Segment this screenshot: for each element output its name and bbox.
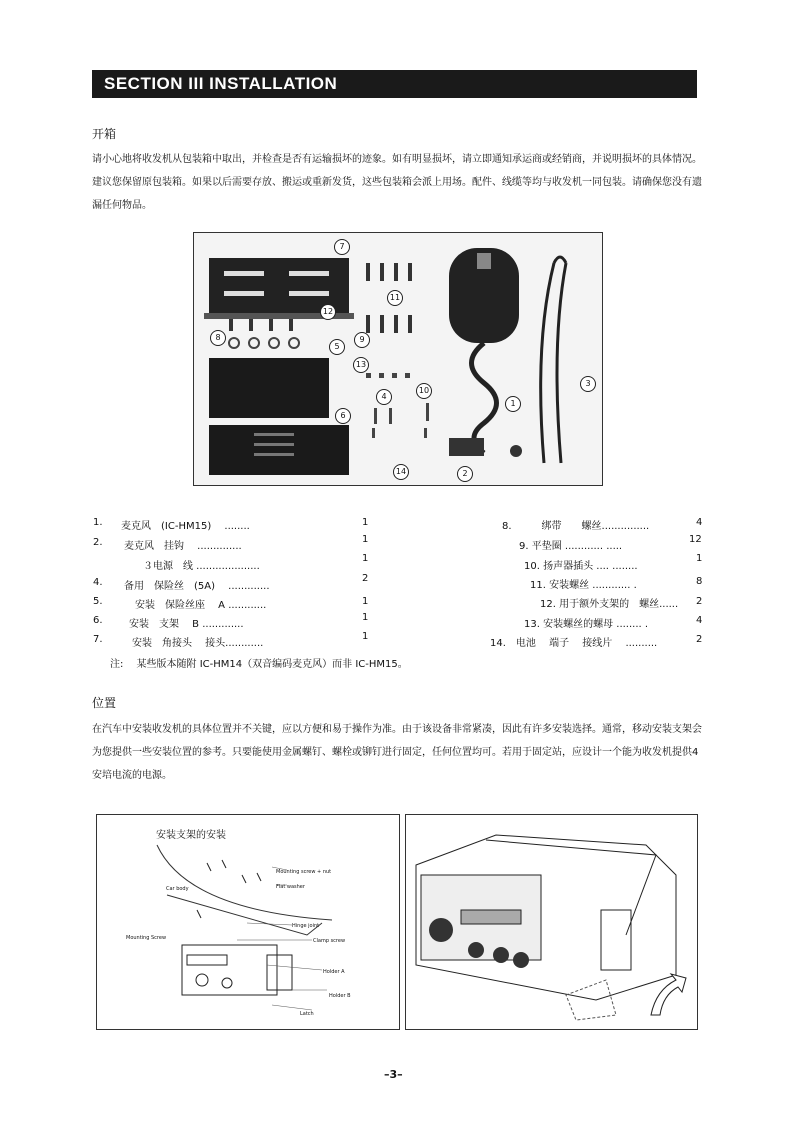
parts-right-qty: 4 bbox=[696, 615, 703, 626]
unpacking-heading: 开箱 bbox=[92, 127, 117, 141]
parts-note: 注: 某些版本随附 IC-HM14（双音编码麦克风）而非 IC-HM15。 bbox=[110, 659, 408, 670]
section-banner bbox=[92, 70, 697, 98]
callout-9: 9 bbox=[354, 332, 370, 348]
parts-left-no: 2. bbox=[93, 537, 103, 548]
parts-right-name: 10. 扬声器插头 .... ........ bbox=[524, 561, 638, 572]
callout-11: 11 bbox=[387, 290, 403, 306]
parts-left-name: 安装 角接头 接头............ bbox=[132, 638, 264, 649]
callout-1: 1 bbox=[505, 396, 521, 412]
label-holder-b: Holder B bbox=[329, 993, 351, 999]
parts-left-name: 备用 保险丝 (5A) ............. bbox=[124, 581, 270, 592]
callout-4: 4 bbox=[376, 389, 392, 405]
parts-left-name: 麦克风 (IC-HM15) ........ bbox=[121, 521, 250, 532]
callout-2: 2 bbox=[457, 466, 473, 482]
label-holder-a: Holder A bbox=[323, 969, 345, 975]
callout-14: 14 bbox=[393, 464, 409, 480]
parts-right-qty: 12 bbox=[689, 534, 702, 545]
parts-left-qty: 1 bbox=[362, 517, 369, 528]
callout-5: 5 bbox=[329, 339, 345, 355]
parts-left-name: 安装 支架 B ............. bbox=[129, 619, 244, 630]
callout-3: 3 bbox=[580, 376, 596, 392]
parts-right-qty: 8 bbox=[696, 576, 703, 587]
parts-left-qty: 2 bbox=[362, 573, 369, 584]
parts-right-name: 8. 绑带 螺丝............... bbox=[502, 521, 650, 532]
label-latch: Latch bbox=[300, 1011, 314, 1017]
parts-left-no: 6. bbox=[93, 615, 103, 626]
callout-10: 10 bbox=[416, 383, 432, 399]
bracket-drawing bbox=[97, 815, 399, 1029]
parts-left-qty: 1 bbox=[362, 553, 369, 564]
parts-right-name: 11. 安装螺丝 ............ . bbox=[530, 580, 637, 591]
parts-right-name: 12. 用于额外支架的 螺丝...... bbox=[540, 599, 679, 610]
parts-right-qty: 4 bbox=[696, 517, 703, 528]
parts-right-qty: 1 bbox=[696, 553, 703, 564]
mounted-radio-diagram bbox=[405, 814, 698, 1030]
parts-left-qty: 1 bbox=[362, 596, 369, 607]
callout-8: 8 bbox=[210, 330, 226, 346]
mounted-radio-drawing bbox=[406, 815, 697, 1029]
label-mounting-screw-nut: Mounting screw + nut bbox=[276, 869, 332, 875]
label-car-body: Car body bbox=[166, 886, 189, 892]
diagram-title: 安装支架的安装 bbox=[156, 830, 226, 841]
callout-6: 6 bbox=[335, 408, 351, 424]
unpacking-paragraph: 请小心地将收发机从包装箱中取出，并检查是否有运输损坏的迹象。如有明显损坏，请立即通知承运商或经销商，并说明损坏的具体情况。建议您保留原包装箱。如果以后需要存放、搬运或重新发货，这些包装箱会派上用场。配件、线缆等均与收发机一同包装。请确保您没有遗漏任何物品。 bbox=[92, 154, 702, 211]
callout-13: 13 bbox=[353, 357, 369, 373]
label-mounting-screw: Mounting Screw bbox=[126, 935, 167, 941]
location-heading: 位置 bbox=[92, 696, 117, 710]
parts-left-no: 7. bbox=[93, 634, 103, 645]
parts-left-name: 麦克风 挂钩 .............. bbox=[124, 541, 242, 552]
callout-7: 7 bbox=[334, 239, 350, 255]
label-clamp-screw: Clamp screw bbox=[313, 938, 346, 944]
parts-illustration bbox=[194, 233, 602, 485]
location-paragraph: 在汽车中安装收发机的具体位置并不关键，应以方便和易于操作为准。由于该设备非常紧凑，因此有许多安装选择。通常，移动安装支架会为您提供一些安装位置的参考。只要能使用金属螺钉、螺栓或铆钉进行固定，任何位置均可。若用于固定站，应设计一个能为收发机提供4安培电流的电源。 bbox=[92, 724, 702, 781]
callout-12: 12 bbox=[320, 304, 336, 320]
parts-left-no: 1. bbox=[93, 517, 103, 528]
page-number: –3– bbox=[384, 1068, 403, 1081]
parts-right-name: 9. 平垫圈 ............ ..... bbox=[519, 541, 623, 552]
parts-right-name: 13. 安装螺丝的螺母 ........ . bbox=[524, 619, 649, 630]
parts-photo bbox=[193, 232, 603, 486]
parts-left-no: 4. bbox=[93, 577, 103, 588]
label-flat-washer: Flat washer bbox=[276, 884, 305, 890]
bracket-diagram bbox=[96, 814, 400, 1030]
section-title: SECTION III INSTALLATION bbox=[104, 74, 338, 93]
parts-left-qty: 1 bbox=[362, 534, 369, 545]
parts-left-name: ３电源 线 .................... bbox=[143, 561, 260, 572]
label-hinge-joint: Hinge joint bbox=[292, 923, 320, 929]
parts-left-no: 5. bbox=[93, 596, 103, 607]
parts-right-name: 14. 电池 端子 接线片 .......... bbox=[490, 638, 658, 649]
parts-left-qty: 1 bbox=[362, 612, 369, 623]
parts-right-qty: 2 bbox=[696, 596, 703, 607]
parts-left-name: 安装 保险丝座 A ............ bbox=[135, 600, 267, 611]
parts-left-qty: 1 bbox=[362, 631, 369, 642]
parts-right-qty: 2 bbox=[696, 634, 703, 645]
